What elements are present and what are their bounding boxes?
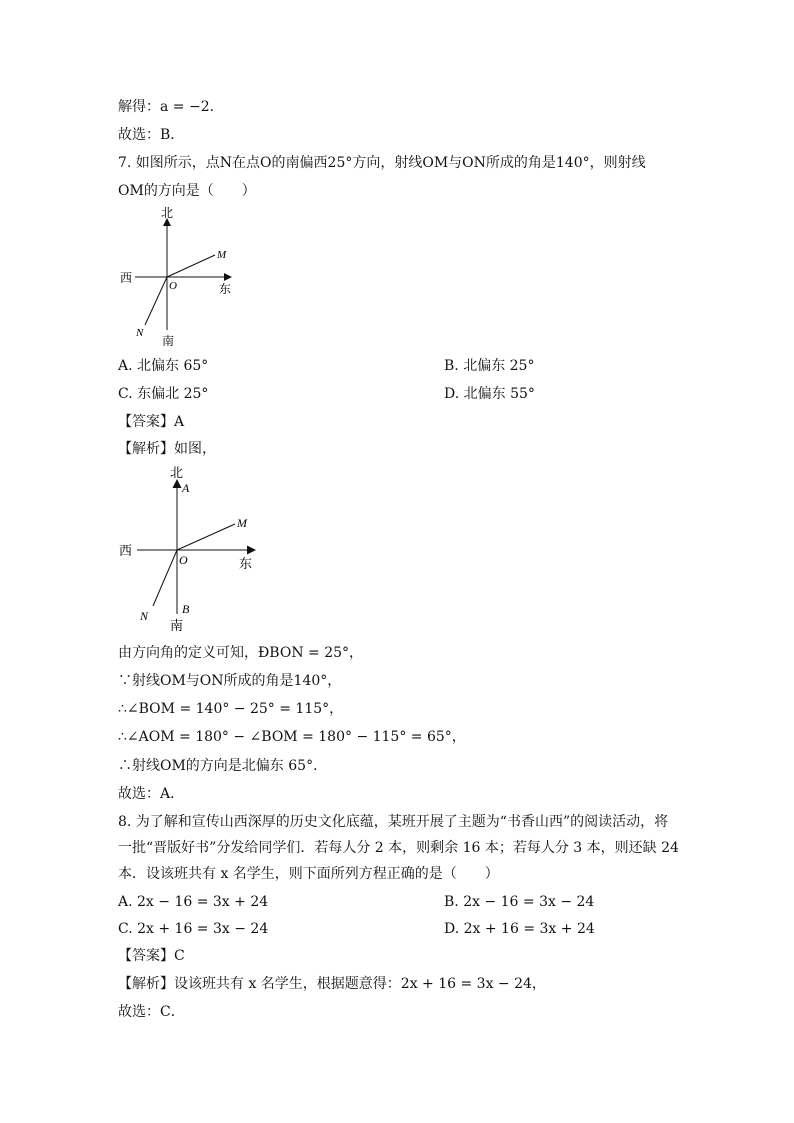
ray-om: [167, 255, 215, 277]
q7-analysis-head: 【解析】如图，: [118, 441, 216, 457]
q7-step-6: 故选：A．: [118, 786, 185, 802]
point-o-label: O: [179, 553, 188, 567]
q7-analysis-figure: [115, 462, 265, 637]
ray-om: [177, 524, 235, 550]
q8-option-a: A. 2x − 16 = 3x + 24: [118, 894, 269, 910]
ray-on: [145, 277, 167, 325]
ray-on: [153, 550, 177, 606]
q8-answer: 【答案】C: [118, 948, 185, 964]
south-label: 南: [162, 334, 175, 348]
north-label: 北: [161, 206, 174, 220]
q7-option-b: B. 北偏东 25°: [444, 358, 535, 374]
q7-step-4: ∴∠AOM = 180° − ∠BOM = 180° − 115° = 65°，: [118, 729, 466, 745]
q7-option-d: D. 北偏东 55°: [444, 386, 535, 402]
q7-stem-line-1: 7. 如图所示，点N在点O的南偏西25°方向，射线OM与ON所成的角是140°，则射线: [118, 155, 646, 171]
west-label: 西: [119, 544, 133, 559]
north-label: 北: [170, 466, 184, 481]
q8-option-b: B. 2x − 16 = 3x − 24: [444, 894, 595, 910]
q7-stem-line-2: OM的方向是（ ）: [118, 183, 256, 199]
q8-stem-line-1: 8. 为了解和宣传山西深厚的历史文化底蕴，某班开展了主题为“书香山西”的阅读活动，将: [118, 814, 669, 830]
q8-analysis: 【解析】设该班共有 x 名学生，根据题意得：2x + 16 = 3x − 24，: [118, 976, 546, 992]
q8-stem-line-3: 本．设该班共有 x 名学生，则下面所列方程正确的是（ ）: [118, 866, 499, 882]
prev-solution-line: 解得：a = −2．: [118, 99, 224, 115]
q7-step-1: 由方向角的定义可知，ÐBON = 25°，: [118, 645, 364, 661]
point-m-label: M: [237, 516, 247, 530]
q8-option-d: D. 2x + 16 = 3x + 24: [444, 921, 595, 937]
east-label: 东: [219, 282, 232, 296]
prev-choice-line: 故选：B．: [118, 127, 185, 143]
east-label: 东: [239, 557, 253, 572]
point-b-label: B: [182, 602, 190, 616]
q7-step-2: ∵射线OM与ON所成的角是140°，: [118, 673, 342, 689]
south-label: 南: [170, 619, 184, 634]
point-a-label: A: [182, 481, 190, 495]
q7-direction-figure: [115, 205, 245, 350]
q8-option-c: C. 2x + 16 = 3x − 24: [118, 921, 269, 937]
point-o-label: O: [169, 280, 177, 292]
point-n-label: N: [140, 609, 149, 623]
q7-option-a: A. 北偏东 65°: [118, 358, 209, 374]
q7-answer: 【答案】A: [118, 414, 185, 430]
west-label: 西: [120, 271, 133, 285]
q7-option-c: C. 东偏北 25°: [118, 386, 209, 402]
q8-stem-line-2: 一批“晋版好书”分发给同学们．若每人分 2 本，则剩余 16 本；若每人分 3 本，则还缺 24: [118, 840, 679, 856]
point-m-label: M: [217, 249, 227, 261]
q7-step-5: ∴射线OM的方向是北偏东 65°．: [118, 758, 328, 774]
point-n-label: N: [136, 327, 144, 339]
q8-choice: 故选：C．: [118, 1004, 185, 1020]
q7-step-3: ∴∠BOM = 140° − 25° = 115°，: [118, 701, 344, 717]
